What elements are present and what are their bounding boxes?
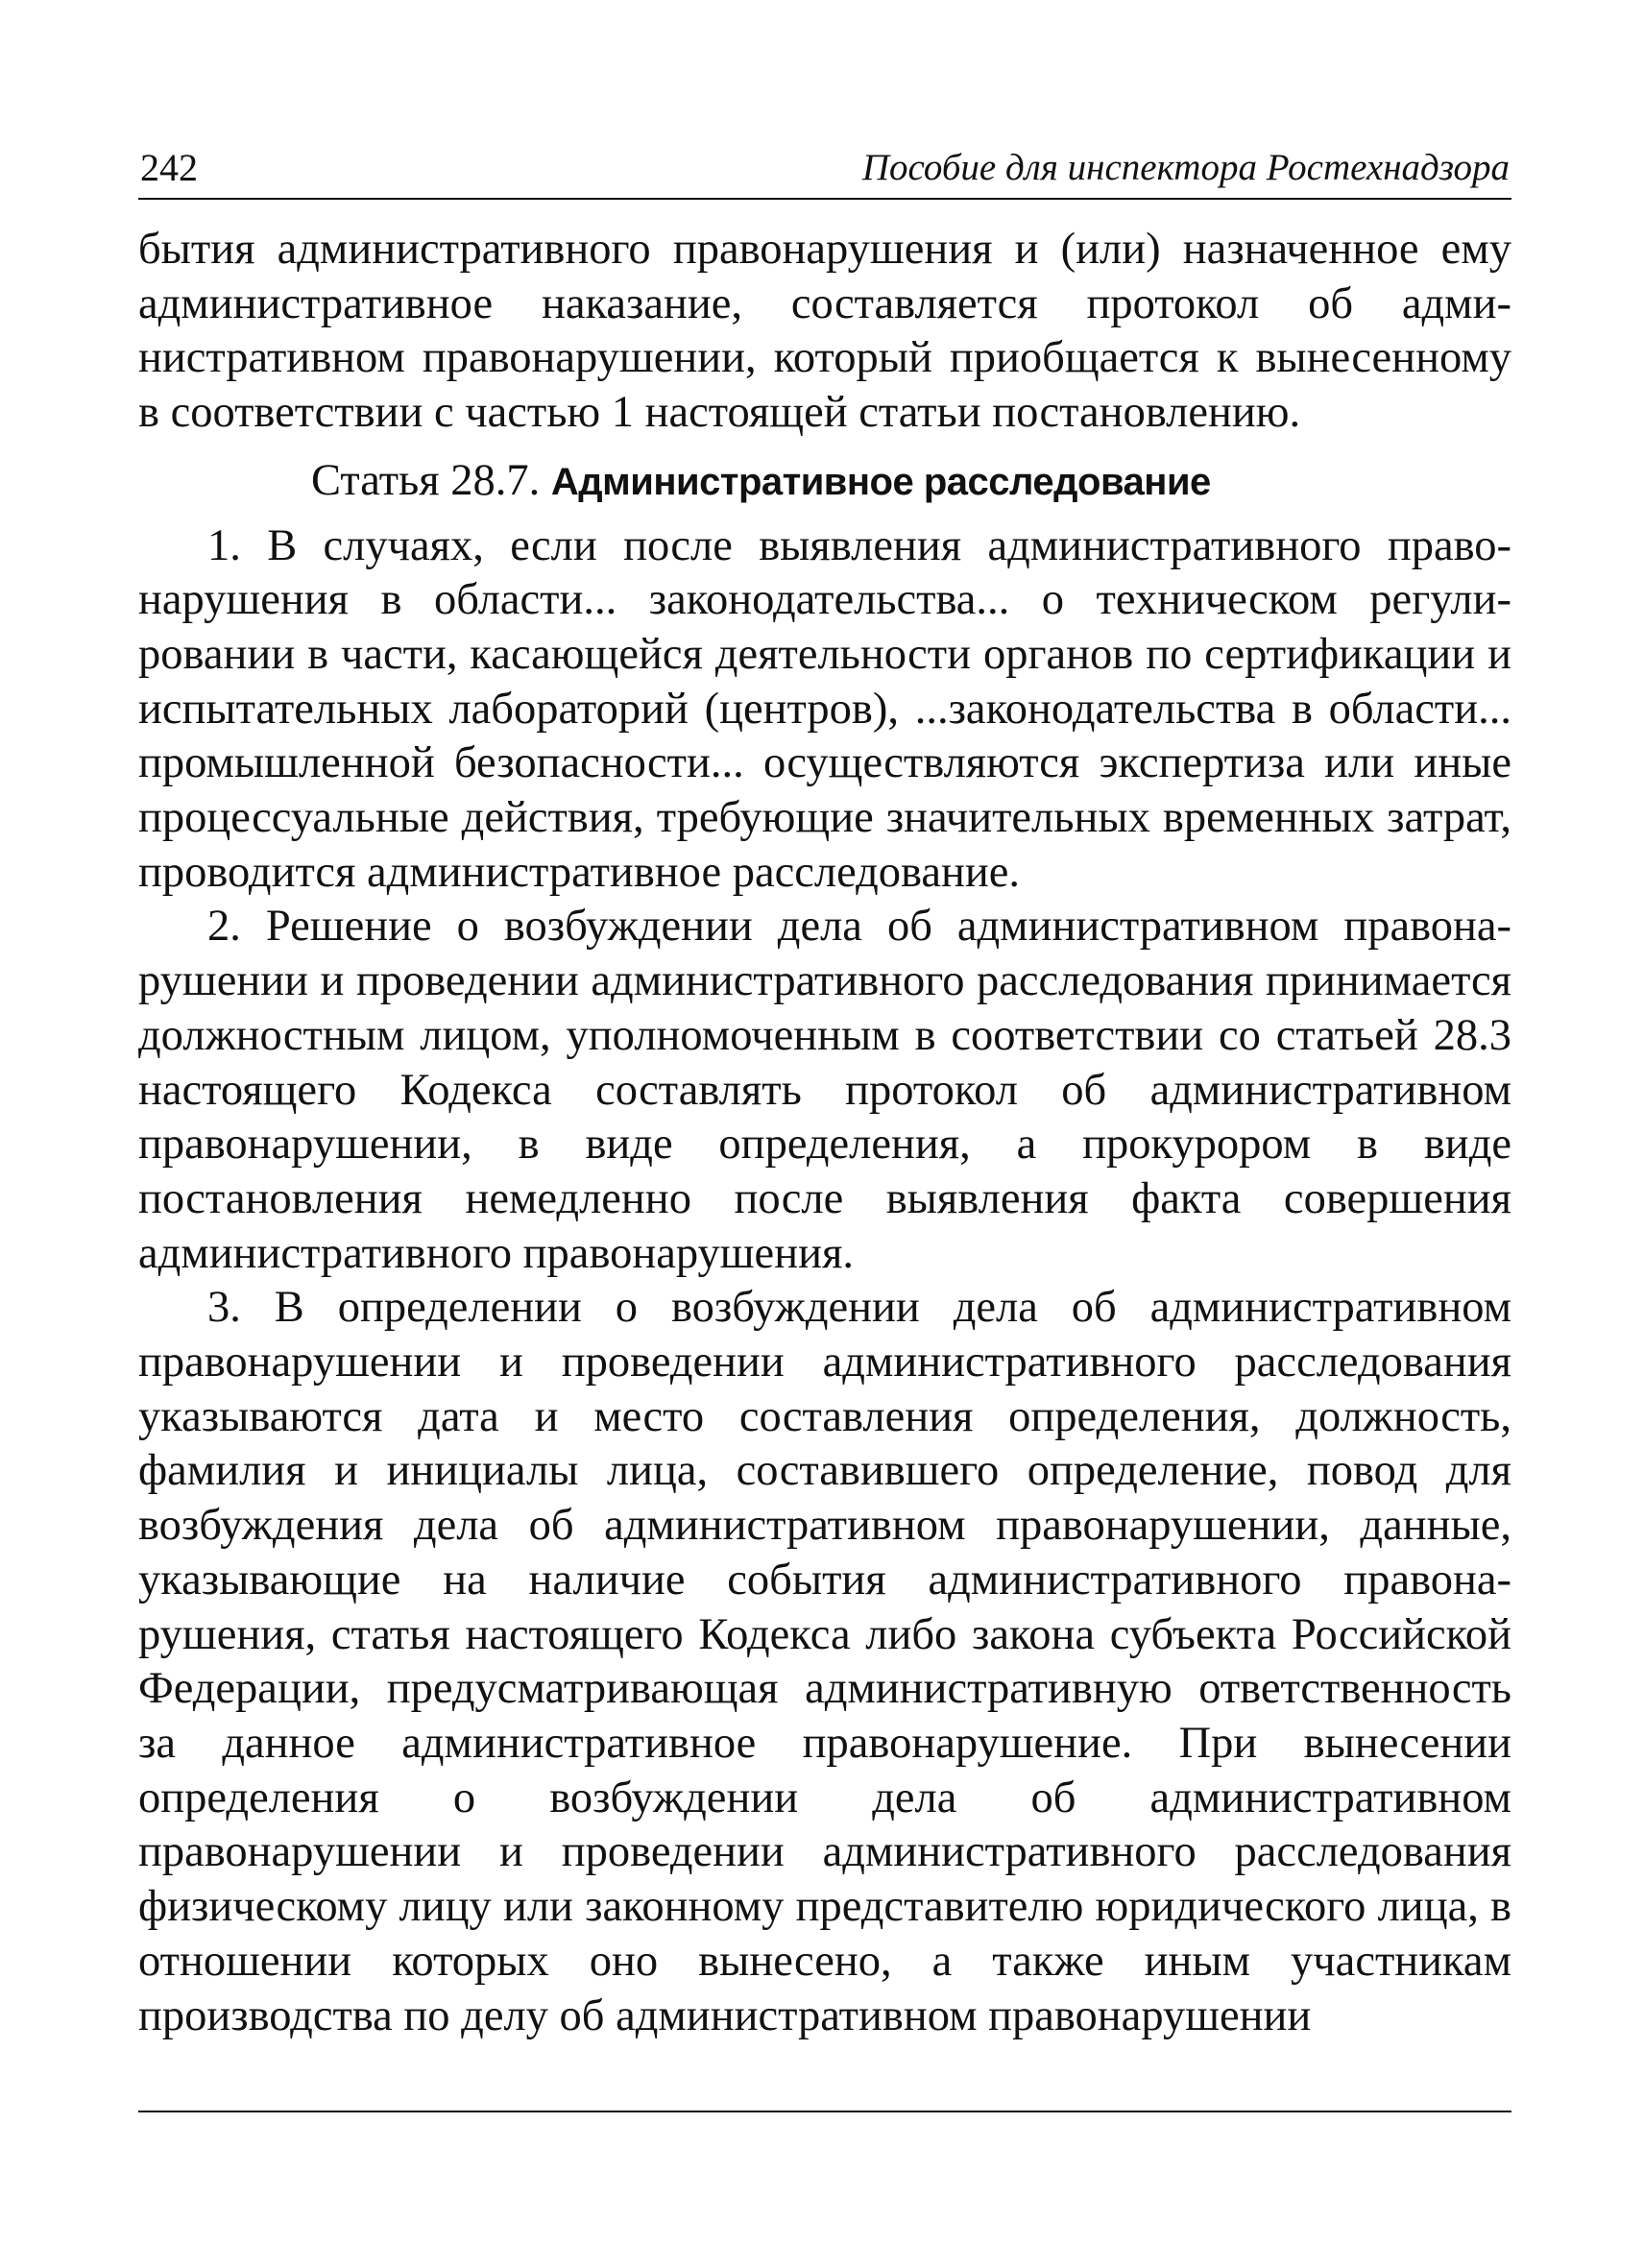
book-title: Пособие для инспектора Ростехнадзора (861, 147, 1510, 188)
paragraph-3: 3. В определении о возбуждении дела об административном правонарушении и проведении административного расследования указываются дата и место составления определения, должность, фамилия и инициалы лица, составившего определение, повод для возбуждения дела об административном правонарушении, данные, указывающие на наличие события административного правонарушения, статья настоящего Кодекса либо закона субъекта Российской Федерации, предусматривающая административную ответственность за данное административное правонарушение. При вынесении определения о возбуждении дела об административном правонарушении и проведении административного расследования физическому лицу или законному представителю юридического лица, в отношении которых оно вынесено, а также иным участникам производства по делу об административном правонарушении (138, 1283, 1511, 2040)
article-label: Статья 28.7. (311, 455, 541, 505)
page-body (138, 223, 1511, 2043)
article-title: Административное расследование (550, 460, 1211, 503)
article-heading (138, 454, 1511, 510)
running-header (138, 144, 1511, 200)
page-number: 242 (140, 146, 198, 189)
continuation-paragraph: бытия административного правонарушения и (или) назначенное ему административное наказание, составляется протокол об административном правонарушении, который приобщается к вынесенному в соответствии с частью 1 настоящей статьи постановлению. (138, 225, 1511, 438)
footer-rule (138, 2111, 1511, 2112)
paragraph-1: 1. В случаях, если после выявления административного правонарушения в области... законодательства... о техническом регулировании в части, касающейся деятельности органов по сертификации и испытательных лабораторий (центров), ...законодательства в области... промышленной безопасности... осуществляются экспертиза или иные процессуальные действия, требующие значительных временных затрат, проводится административное расследование. (138, 520, 1511, 897)
paragraph-2: 2. Решение о возбуждении дела об административном правонарушении и проведении административного расследования принимается должностным лицом, уполномоченным в соответствии со статьей 28.3 настоящего Кодекса составлять протокол об административном правонарушении, в виде определения, а прокурором в виде постановления немедленно после выявления факта совершения административного правонарушения. (138, 902, 1511, 1278)
